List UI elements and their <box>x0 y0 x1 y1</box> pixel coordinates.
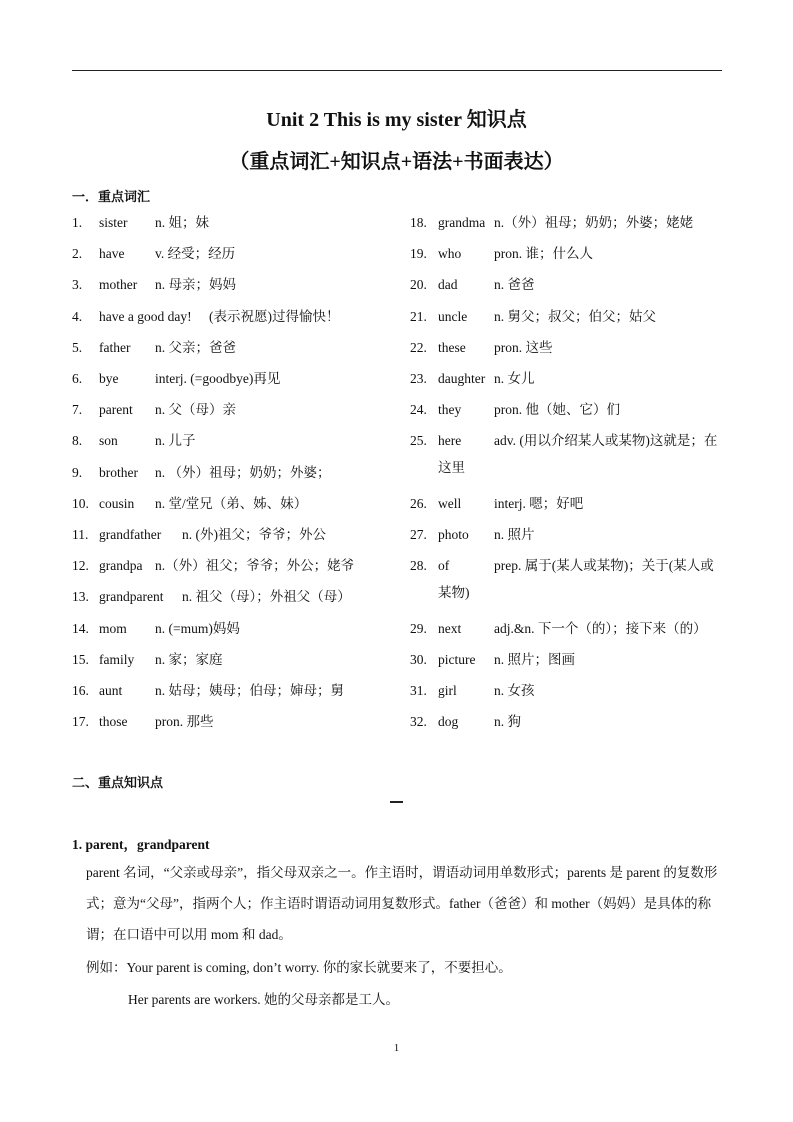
example-sentence: 例如：Your parent is coming, don’t worry. 你的家长就要来了，不要担心。 <box>86 960 512 975</box>
vocab-definition: adv. (用以介绍某人或某物)这就是；在 <box>494 433 718 449</box>
vocab-row <box>72 491 402 517</box>
vocab-number: 20. <box>410 277 427 293</box>
vocab-number: 6. <box>72 371 83 386</box>
vocab-row <box>72 647 402 673</box>
vocab-definition: n. 狗 <box>494 714 521 730</box>
page-number: 1 <box>393 1042 400 1054</box>
vocab-word: grandma <box>438 215 486 230</box>
vocab-number: 31. <box>410 683 427 698</box>
vocab-word: these <box>438 339 466 355</box>
vocab-row <box>410 241 730 267</box>
vocab-number: 9. <box>72 464 83 480</box>
vocab-definition-continued: 这里 <box>438 460 465 476</box>
vocab-row <box>72 304 402 330</box>
vocab-word: father <box>99 339 131 355</box>
vocab-number: 30. <box>410 651 427 667</box>
vocab-word: they <box>438 402 462 418</box>
vocab-definition: n. 姐；妹 <box>155 215 209 230</box>
vocab-number: 1. <box>72 215 83 230</box>
vocab-definition: n. 爸爸 <box>494 277 535 293</box>
vocab-word: have a good day! <box>99 308 192 324</box>
vocab-row <box>72 366 402 392</box>
vocab-row <box>410 678 730 704</box>
vocab-number: 13. <box>72 589 89 605</box>
vocab-row <box>72 522 402 548</box>
vocab-word: those <box>99 714 128 730</box>
section-heading-vocab: 一．重点词汇 <box>72 189 151 204</box>
vocab-row <box>410 491 730 517</box>
vocab-definition: pron. 那些 <box>155 714 214 730</box>
vocab-number: 28. <box>410 558 427 574</box>
vocab-word: have <box>99 246 125 262</box>
knowledge-point-paragraph: parent 名词，“父亲或母亲”，指父母双亲之一。作主语时，谓语动词用单数形式；parents 是 parent 的复数形式；意为“父母”，指两个人；作主语时谓语动词用复数形式。father（爸爸）和 mother（妈妈）是具体的称谓；在口语中可以用 mom 和 dad。 <box>86 865 718 942</box>
vocab-row <box>72 241 402 267</box>
vocab-number: 4. <box>72 308 83 324</box>
vocab-word: bye <box>99 371 119 386</box>
vocab-row <box>72 210 402 236</box>
vocab-word: here <box>438 433 462 449</box>
vocab-number: 29. <box>410 620 427 636</box>
vocab-row <box>72 428 402 454</box>
vocab-number: 16. <box>72 683 89 698</box>
vocab-number: 14. <box>72 620 89 636</box>
vocab-definition: n. 堂/堂兄（弟、姊、妹） <box>155 495 308 511</box>
vocab-number: 5. <box>72 339 83 355</box>
vocab-word: of <box>438 558 450 574</box>
vocab-definition: n.（外）祖父；爷爷；外公；姥爷 <box>155 558 355 574</box>
vocab-number: 17. <box>72 714 89 730</box>
vocab-number: 23. <box>410 371 427 386</box>
vocab-number: 21. <box>410 308 427 324</box>
vocab-word: picture <box>438 651 476 667</box>
vocab-word: who <box>438 246 462 262</box>
vocab-row <box>410 397 730 423</box>
vocab-definition: n. (外)祖父；爷爷；外公 <box>182 527 326 542</box>
vocab-word: grandparent <box>99 589 164 605</box>
page-title: Unit 2 This is my sister 知识点 <box>266 109 527 131</box>
vocab-row <box>410 553 730 579</box>
header-rule <box>72 70 722 71</box>
vocab-word: cousin <box>99 495 135 511</box>
vocab-number: 7. <box>72 402 83 418</box>
vocab-word: family <box>99 651 135 667</box>
vocab-number: 19. <box>410 246 427 262</box>
vocab-number: 11. <box>72 527 89 542</box>
vocab-number: 24. <box>410 402 427 418</box>
vocab-word: mother <box>99 277 138 293</box>
vocab-row <box>410 366 730 392</box>
vocab-word: aunt <box>99 683 123 698</box>
example-sentence: Her parents are workers. 她的父母亲都是工人。 <box>128 992 400 1007</box>
vocab-row <box>72 709 402 735</box>
vocab-number: 18. <box>410 215 427 230</box>
vocab-definition: n. 家；家庭 <box>155 651 223 667</box>
vocab-definition: n. 儿子 <box>155 433 196 449</box>
vocab-row <box>72 335 402 361</box>
vocab-definition: n. 父（母）亲 <box>155 402 236 418</box>
vocab-definition: n. 姑母；姨母；伯母；婶母；舅 <box>155 683 344 698</box>
vocab-number: 27. <box>410 527 427 542</box>
vocab-row <box>72 460 402 486</box>
knowledge-point-title: 1. parent，grandparent <box>72 837 210 852</box>
vocab-row <box>410 616 730 642</box>
vocab-row <box>72 553 402 579</box>
vocab-number: 10. <box>72 495 89 511</box>
vocab-row <box>410 272 730 298</box>
vocab-word: parent <box>99 402 133 418</box>
vocab-definition: adj.&n. 下一个（的）；接下来（的） <box>494 620 707 636</box>
vocab-definition: n. 祖父（母）；外祖父（母） <box>182 589 351 605</box>
vocab-definition: n. (=mum)妈妈 <box>155 620 240 636</box>
vocab-word: dad <box>438 277 458 293</box>
vocab-number: 8. <box>72 433 83 449</box>
vocab-row <box>72 678 402 704</box>
vocab-number: 25. <box>410 433 427 449</box>
vocab-definition: n. 母亲；妈妈 <box>155 277 236 293</box>
vocab-row <box>410 304 730 330</box>
vocab-number: 22. <box>410 339 427 355</box>
vocab-definition: n. 女孩 <box>494 683 535 698</box>
vocab-row <box>410 522 730 548</box>
section-heading-knowledge: 二、重点知识点 <box>72 775 164 790</box>
vocab-row <box>410 428 730 454</box>
vocab-number: 32. <box>410 714 427 730</box>
vocab-row <box>410 709 730 735</box>
vocab-row <box>72 397 402 423</box>
vocab-definition: pron. 他（她、它）们 <box>494 402 620 418</box>
vocab-word: mom <box>99 620 127 636</box>
vocab-row <box>72 584 402 610</box>
vocab-word: sister <box>99 215 128 230</box>
vocab-word: dog <box>438 714 459 730</box>
vocab-list <box>72 210 732 740</box>
vocab-word: grandpa <box>99 558 143 574</box>
vocab-row <box>410 647 730 673</box>
vocab-definition: n. 照片；图画 <box>494 651 575 667</box>
vocab-number: 12. <box>72 558 89 574</box>
vocab-definition: pron. 这些 <box>494 339 553 355</box>
vocab-definition-continued: 某物) <box>438 585 470 601</box>
vocab-definition: v. 经受；经历 <box>155 246 236 262</box>
vocab-word: brother <box>99 464 138 480</box>
vocab-number: 2. <box>72 246 83 262</box>
vocab-definition: (表示祝愿)过得愉快！ <box>209 308 340 324</box>
vocab-number: 15. <box>72 651 89 667</box>
vocab-row <box>72 272 402 298</box>
vocab-definition: n. 父亲；爸爸 <box>155 339 236 355</box>
vocab-word: next <box>438 620 462 636</box>
vocab-word: daughter <box>438 371 486 386</box>
vocab-definition: pron. 谁；什么人 <box>494 246 593 262</box>
vocab-definition: n. 舅父；叔父；伯父；姑父 <box>494 308 656 324</box>
vocab-word: photo <box>438 527 469 542</box>
page-subtitle: （重点词汇+知识点+语法+书面表达） <box>229 151 564 173</box>
vocab-definition: interj. (=goodbye)再见 <box>155 371 281 386</box>
vocab-definition: n.（外）祖母；奶奶；外婆；姥姥 <box>494 215 694 230</box>
vocab-word: girl <box>438 683 457 698</box>
vocab-definition: n. 照片 <box>494 527 535 542</box>
vocab-word: son <box>99 433 118 449</box>
vocab-word: uncle <box>438 308 468 324</box>
divider-mark <box>390 801 403 803</box>
vocab-word: well <box>438 495 462 511</box>
vocab-row <box>410 335 730 361</box>
vocab-definition: interj. 嗯；好吧 <box>494 495 584 511</box>
vocab-definition: n. 女儿 <box>494 371 535 386</box>
vocab-word: grandfather <box>99 527 162 542</box>
vocab-row <box>410 210 730 236</box>
vocab-definition: n. （外）祖母；奶奶；外婆； <box>155 464 331 480</box>
vocab-number: 26. <box>410 495 427 511</box>
vocab-number: 3. <box>72 277 83 293</box>
vocab-definition: prep. 属于(某人或某物)；关于(某人或 <box>494 558 714 574</box>
vocab-row <box>72 616 402 642</box>
